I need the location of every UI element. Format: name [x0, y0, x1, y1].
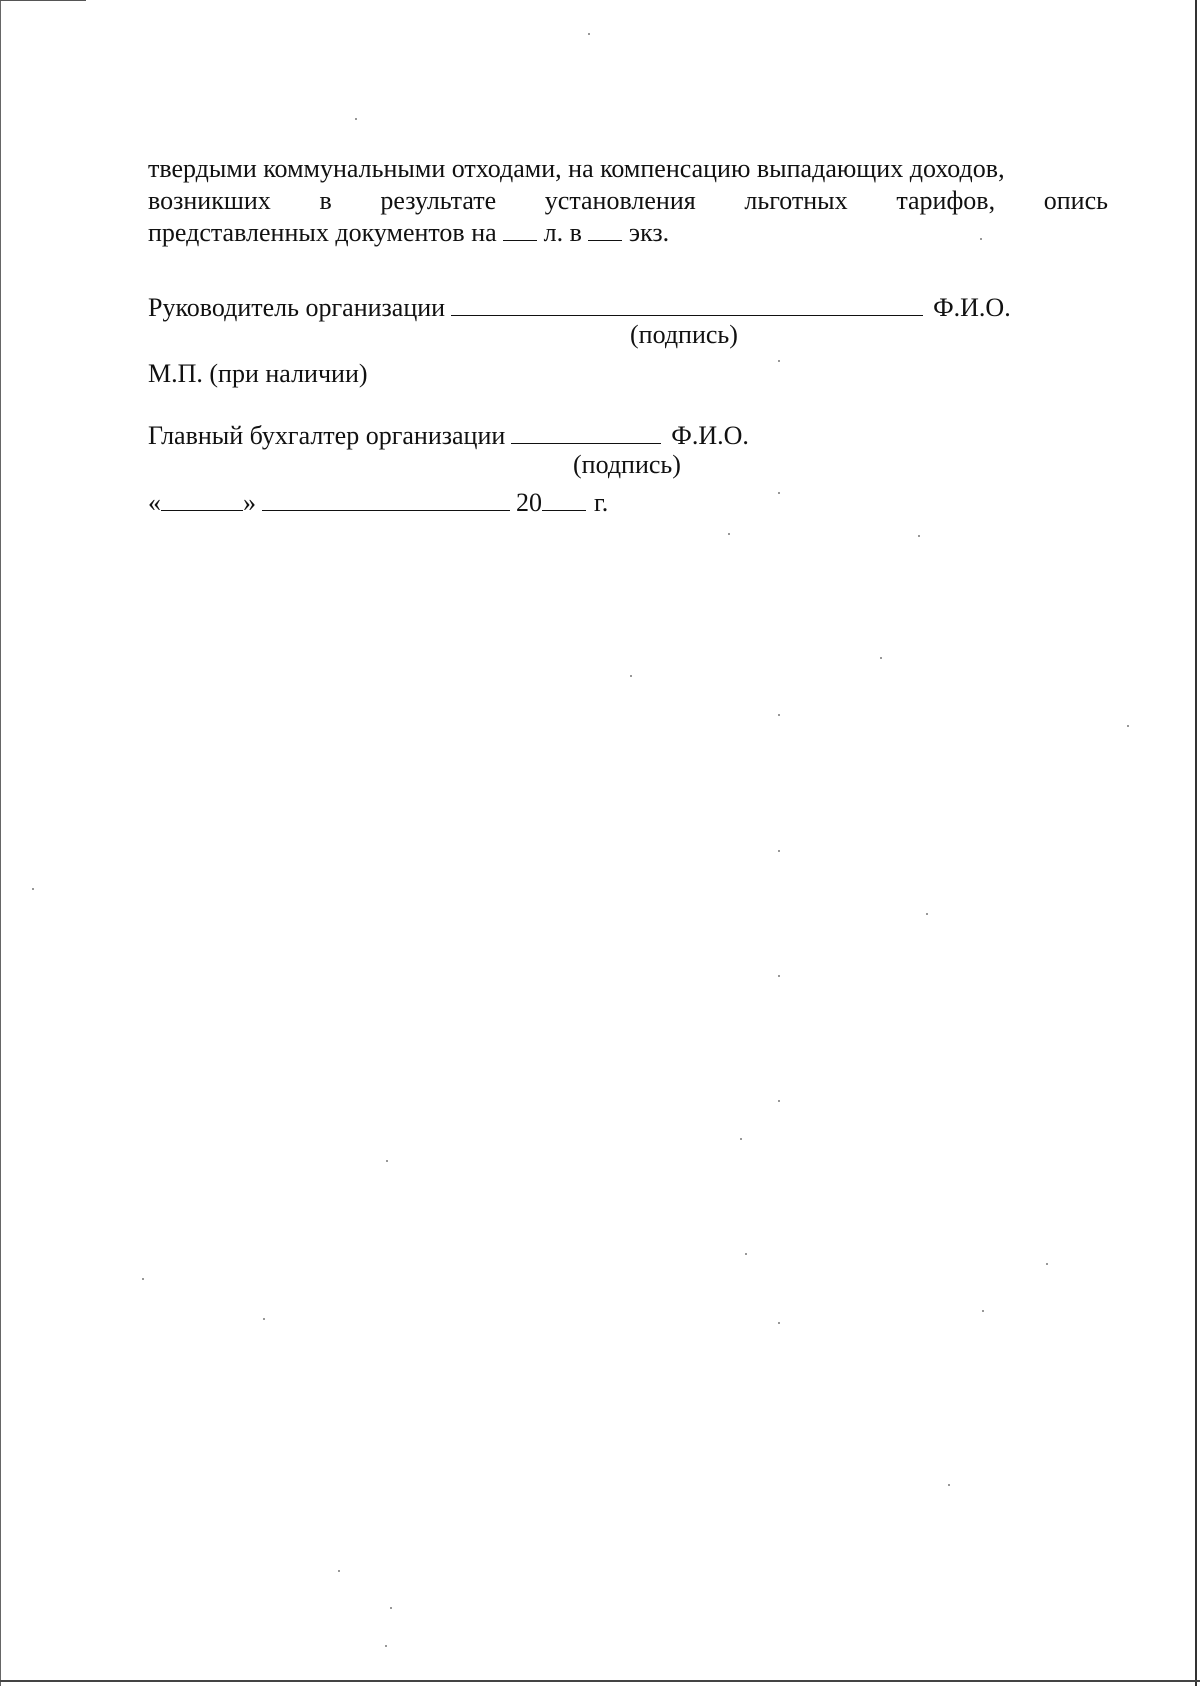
date-open-quote: «: [148, 488, 161, 517]
scan-speck: [338, 1570, 340, 1572]
scan-edge-top: [0, 0, 86, 1]
scan-speck: [1127, 725, 1129, 727]
paragraph-line-3-suffix: экз.: [628, 218, 670, 247]
accountant-signature-row: [148, 420, 749, 452]
paragraph-word: результате: [380, 186, 497, 215]
paragraph-word: возникших: [148, 186, 271, 215]
body-paragraph: [148, 153, 1108, 249]
scan-speck: [778, 850, 780, 852]
paragraph-line-3-mid: л. в: [543, 218, 582, 247]
paragraph-word: установления: [544, 186, 696, 215]
head-fio: Ф.И.О.: [933, 293, 1011, 322]
date-day-blank[interactable]: [161, 488, 243, 511]
scan-speck: [778, 492, 780, 494]
scan-speck: [880, 657, 882, 659]
scan-edge-bottom: [0, 1680, 1200, 1682]
date-year-prefix: 20: [516, 488, 542, 517]
scan-speck: [982, 1310, 984, 1312]
scan-speck: [745, 1253, 747, 1255]
scan-speck: [386, 1160, 388, 1162]
scan-speck: [32, 888, 34, 890]
paragraph-word: тарифов,: [896, 186, 996, 215]
scan-speck: [142, 1278, 144, 1280]
scan-edge-left: [0, 0, 1, 1686]
scan-speck: [778, 1322, 780, 1324]
head-signature-row: [148, 292, 1011, 324]
scan-speck: [778, 975, 780, 977]
scan-speck: [778, 360, 780, 362]
date-year-blank[interactable]: [542, 488, 586, 511]
scan-speck: [948, 1484, 950, 1486]
stamp-label: М.П. (при наличии): [148, 359, 368, 388]
scan-speck: [926, 913, 928, 915]
paragraph-line-3-prefix: представленных документов на: [148, 218, 497, 247]
scan-speck: [918, 535, 920, 537]
paragraph-line-3: [148, 217, 1108, 249]
scan-speck: [355, 118, 357, 120]
accountant-label: Главный бухгалтер организации: [148, 421, 506, 450]
head-signature-caption: (подпись): [630, 320, 738, 349]
paragraph-word: в: [319, 186, 332, 215]
scan-speck: [728, 533, 730, 535]
scan-speck: [630, 675, 632, 677]
accountant-signature-blank[interactable]: [511, 421, 661, 444]
paragraph-word: льготных: [744, 186, 848, 215]
scan-speck: [588, 33, 590, 35]
paragraph-line-2: [148, 185, 1108, 217]
paragraph-word: опись: [1043, 186, 1108, 215]
scan-speck: [740, 1138, 742, 1140]
scan-speck: [1046, 1263, 1048, 1265]
scan-speck: [778, 1100, 780, 1102]
scan-speck: [390, 1607, 392, 1609]
accountant-signature-caption: (подпись): [573, 450, 681, 479]
scan-speck: [385, 1645, 387, 1647]
date-row: [148, 487, 608, 519]
head-label: Руководитель организации: [148, 293, 446, 322]
date-year-suffix: г.: [594, 488, 609, 517]
accountant-fio: Ф.И.О.: [671, 421, 749, 450]
head-signature-blank[interactable]: [451, 293, 923, 316]
sheets-count-blank[interactable]: [503, 218, 537, 241]
copies-count-blank[interactable]: [588, 218, 622, 241]
date-close-quote: »: [243, 488, 256, 517]
scan-speck: [778, 714, 780, 716]
scan-edge-right: [1195, 0, 1197, 1686]
scan-speck: [263, 1318, 265, 1320]
paragraph-line-1: твердыми коммунальными отходами, на компенсацию выпадающих доходов,: [148, 154, 1005, 183]
date-month-blank[interactable]: [262, 488, 510, 511]
